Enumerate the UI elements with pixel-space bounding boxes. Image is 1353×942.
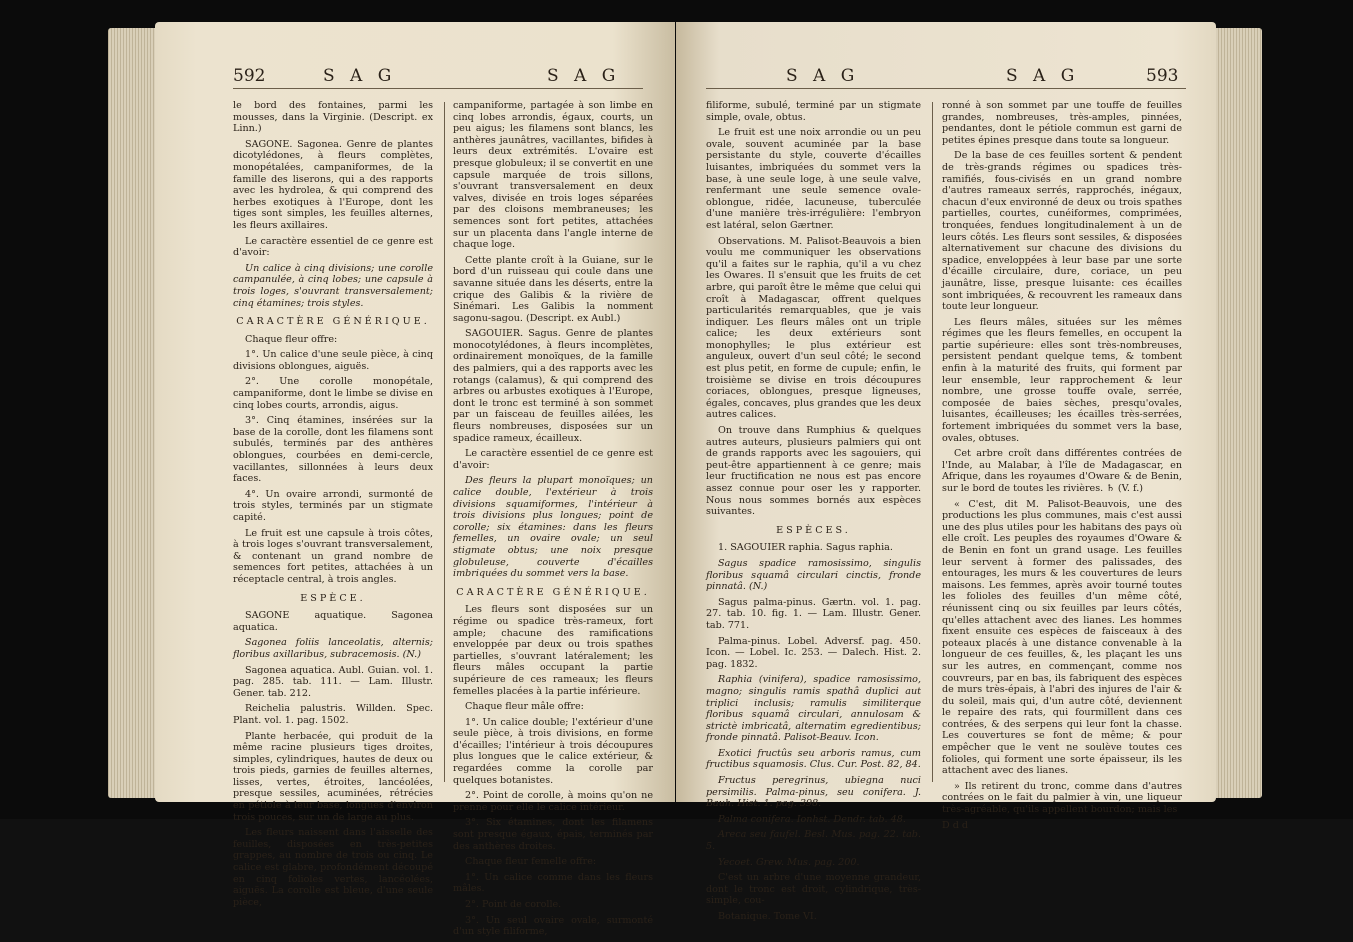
left-page xyxy=(155,22,675,938)
paragraph: Un calice à cinq divisions; une corolle campanulée, à cinq lobes; une capsule à trois loges, s'ouvrant transversalement; cinq étamines; trois styles. xyxy=(233,262,433,309)
paragraph: filiforme, subulé, terminé par un stigmate simple, ovale, obtus. xyxy=(706,100,921,123)
paragraph: SAGONE aquatique. Sagonea aquatica. xyxy=(233,610,433,633)
running-head-col2: S A G xyxy=(547,66,621,86)
text-column xyxy=(233,100,433,912)
paragraph: Des fleurs la plupart monoïques; un calice double, l'extérieur à trois divisions squamiformes, l'intérieur à trois divisions plus longues; point de corolle; six étamines: dans les fleurs femelles, un ovaire ovale; un seul stigmate obtus; une noix presque globuleuse, couverte d'écailles imbriquées du sommet vers la base. xyxy=(453,475,653,580)
page-number: 593 xyxy=(1146,66,1179,86)
paragraph: « C'est, dit M. Palisot-Beauvois, une des productions les plus communes, mais c'est aussi une des plus utiles pour les habitans des pays où elle croît. Les peuples des royaumes d'Oware & de Benin en font un grand usage. Les feuilles leur servent à former des palissades, des entourages, les murs & les couvertures de leurs maisons. Les femmes, après avoir tourné toutes les folioles des feuilles d'un même côté, réunissent cinq ou six feuilles par leurs côtés, qu'elles attachent avec des lianes. Les hommes fixent ensuite ces espèces de faisceaux à des poteaux placés à une distance convenable à la longueur de ces feuilles, &, les plaçant les uns sur les autres, en commençant, comme nos couvreurs, par en bas, ils fabriquent des espèces de murs très-épais, à l'abri des injures de l'air & du soleil, mais qui, d'un autre côté, deviennent le repaire des rats, qui fourmillent dans ces contrées, & des serpens qui leur font la chasse. Les couvertures se font de même; & pour empêcher que le vent ne soulève toutes ces folioles, qui forment une sorte épaisseur, ils les attachent avec des lianes. xyxy=(942,498,1182,777)
column-divider xyxy=(444,102,445,782)
paragraph: » Ils retirent du tronc, comme dans d'autres contrées on le fait du palmier à vin, une liqueur très-agréable, qu'ils appellent bourdon; mais les xyxy=(942,780,1182,816)
paragraph: Le caractère essentiel de ce genre est d'avoir: xyxy=(453,448,653,471)
right-page xyxy=(676,22,1216,922)
paragraph: Le fruit est une noix arrondie ou un peu ovale, souvent acuminée par la base persistante du style, couverte d'écailles luisantes, imbriquées du sommet vers la base, à une seule loge, à une seule valve, renfermant une seule semence ovale-oblongue, ridée, lacuneuse, tuberculée d'une manière très-irrégulière: l'embryon est latéral, selon Gærtner. xyxy=(706,127,921,231)
paragraph: 1. SAGOUIER raphia. Sagus raphia. xyxy=(718,542,893,554)
paragraph: Sagonea foliis lanceolatis, alternis; floribus axillaribus, subracemosis. (N.) xyxy=(233,637,433,660)
paragraph: Plante herbacée, qui produit de la même racine plusieurs tiges droites, simples, cylindriques, hautes de deux ou trois pieds, garnies de feuilles alternes, lisses, vertes, étroites, lancéolées, presque sessiles, acuminées, rétrécies en pétiole à leur base, longues d'environ trois pouces, sur un de large au plus. xyxy=(233,730,433,823)
paragraph: Cet arbre croît dans différentes contrées de l'Inde, au Malabar, à l'île de Madagascar, en Afrique, dans les royaumes d'Oware & de Benin, sur le bord de toutes les rivières. ♄ (V. f.) xyxy=(942,448,1182,494)
paragraph: Les fleurs naissent dans l'aisselle des feuilles, disposées en très-petites grappes, au nombre de trois ou cinq. Le calice est glabre, profondément découpé en cinq folioles vertes, lancéolées, aiguës. La corolle est bleue, d'une seule pièce, xyxy=(233,827,433,908)
paragraph: Chaque fleur offre: xyxy=(245,333,338,345)
paragraph: campaniforme, partagée à son limbe en cinq lobes arrondis, égaux, courts, un peu aigus; les filamens sont blancs, les anthères jaunâtres, vacillantes, bifides à leurs deux extrémités. L'ovaire est presque globuleux; il se convertit en une capsule marquée de trois sillons, s'ouvrant transversalement en deux valves, divisée en trois loges séparées par des cloisons membraneuses; les semences sont fort petites, attachées sur un placenta dans l'angle interne de chaque loge. xyxy=(453,100,653,251)
paragraph: Yecoet. Grew. Mus. pag. 200. xyxy=(718,856,860,868)
paragraph: 2°. Point de corolle. xyxy=(465,899,562,910)
paragraph: Reichelia palustris. Willden. Spec. Plant. vol. 1. pag. 1502. xyxy=(233,703,433,726)
text-column xyxy=(706,100,921,927)
paragraph: Sagonea aquatica. Aubl. Guian. vol. 1. pag. 285. tab. 111. — Lam. Illustr. Gener. tab. 212. xyxy=(233,664,433,699)
paragraph: SAGONE. Sagonea. Genre de plantes dicotylédones, à fleurs complètes, monopétalées, campaniformes, de la famille des liserons, qui a des rapports avec les hydrolea, & qui comprend des herbes exotiques à l'Europe, dont les tiges sont simples, les feuilles alternes, les fleurs axillaires. xyxy=(233,138,433,231)
running-head: S A G xyxy=(323,66,397,86)
paragraph: Les fleurs mâles, situées sur les mêmes régimes que les fleurs femelles, en occupent la partie supérieure: elles sont très-nombreuses, persistent pendant quelque tems, & tombent enfin à la maturité des fruits, qui forment par leur ensemble, leur rapprochement & leur nombre, une grosse touffe ovale, serrée, composée de baies sèches, presqu'ovales, luisantes, écailleuses; les écailles très-serrées, fortement imbriquées du sommet vers la base, ovales, obtuses. xyxy=(942,316,1182,444)
header-rule xyxy=(233,88,643,89)
section-heading: CARACTÈRE GÉNÉRIQUE. xyxy=(456,586,650,598)
paragraph: On trouve dans Rumphius & quelques autres auteurs, plusieurs palmiers qui ont de grands rapports avec les sagouiers, qui peut-être appartiennent à ce genre; mais leur fructification ne nous est pas encore assez connue pour oser les y rapporter. Nous nous sommes bornés aux espèces suivantes. xyxy=(706,425,921,518)
paragraph: Chaque fleur mâle offre: xyxy=(465,701,584,713)
text-column xyxy=(453,100,653,942)
paragraph: ronné à son sommet par une touffe de feuilles grandes, nombreuses, très-amples, pinnées, pendantes, dont le pétiole commun est garni de petites épines presque dans toute sa longueur. xyxy=(942,100,1182,146)
running-head: S A G xyxy=(786,66,860,86)
running-head-col2: S A G xyxy=(1006,66,1080,86)
paragraph: D d d xyxy=(942,819,969,831)
paragraph: 1°. Un calice d'une seule pièce, à cinq divisions oblongues, aiguës. xyxy=(233,349,433,372)
paragraph: De la base de ces feuilles sortent & pendent de très-grands régimes ou spadices très-ramifiés, fous-civisés en un grand nombre d'autres rameaux serrés, rapprochés, inégaux, chacun d'eux environné de deux ou trois spathes partielles, courtes, cunéiformes, comprimées, tronquées, fendues longitudinalement à un de leurs côtés. Les fleurs sont sessiles, & disposées alternativement sur chacune des divisions du spadice, enveloppées à leur base par une sorte d'écaille circulaire, dure, coriace, un peu jaunâtre, lisse, presque luisante: ces écailles sont imbriquées, & recouvrent les rameaux dans toute leur longueur. xyxy=(942,150,1182,313)
paragraph: Palma-pinus. Lobel. Adversf. pag. 450. Icon. — Lobel. Ic. 253. — Dalech. Hist. 2. pag. 1832. xyxy=(706,635,921,670)
paragraph: C'est un arbre d'une moyenne grandeur, dont le tronc est droit, cylindrique, très-simple, cou- xyxy=(706,872,921,907)
paragraph: Sagus palma-pinus. Gærtn. vol. 1. pag. 27. tab. 10. fig. 1. — Lam. Illustr. Gener. tab. 771. xyxy=(706,596,921,631)
paragraph: Le caractère essentiel de ce genre est d'avoir: xyxy=(233,235,433,259)
column-divider xyxy=(932,102,933,782)
paragraph: Cette plante croît à la Guiane, sur le bord d'un ruisseau qui coule dans une savanne située dans les déserts, entre la crique des Galibis & la rivière de Sinémari. Les Galibis la nomment sagonu-sagou. (Descript. ex Aubl.) xyxy=(453,254,653,324)
paragraph: Raphia (vinifera), spadice ramosissimo, magno; singulis ramis spathâ duplici aut triplici inclusis; ramulis similiterque floribus squamâ circulari, annulosam & strictè imbricatâ, alternatim egredientibus; fronde pinnatâ. Palisot-Beauv. Icon. xyxy=(706,674,921,744)
paragraph: 4°. Un ovaire arrondi, surmonté de trois styles, terminés par un stigmate capité. xyxy=(233,488,433,523)
paragraph: 2°. Point de corolle, à moins qu'on ne prenne pour elle le calice intérieur. xyxy=(453,790,653,813)
paragraph: Les fleurs sont disposées sur un régime ou spadice très-rameux, fort ample; chacune des ramifications enveloppée par deux ou trois spathes partielles, s'ouvrant latéralement; les fleurs mâles occupant la partie supérieure de ces rameaux; les fleurs femelles placées à la partie inférieure. xyxy=(453,604,653,697)
paragraph: 1°. Un calice comme dans les fleurs mâles. xyxy=(453,871,653,895)
section-heading: ESPÈCES. xyxy=(776,524,851,536)
paragraph: Botanique. Tome VI. xyxy=(718,911,817,922)
paragraph: Observations. M. Palisot-Beauvois a bien voulu me communiquer les observations qu'il a faites sur le raphia, qu'il a vu chez les Owares. Il s'ensuit que les fruits de cet arbre, qui paroît être le même que celui qui croît à Madagascar, offrent quelques particularités remarquables, que je vais indiquer. Les fleurs mâles ont un triple calice; les deux extérieurs sont monophylles; le plus extérieur est anguleux, ouvert d'un seul côté; le second est plus petit, en forme de cupule; enfin, le troisième se divise en trois découpures coriaces, oblongues, presque ligneuses, égales, concaves, plus grandes que les deux autres calices. xyxy=(706,235,921,421)
paragraph: Fructus peregrinus, ubiegna nuci persimilis. Palma-pinus, seu conifera. J. Bauh. Hist. 1. pag. 398. xyxy=(706,775,921,810)
paragraph: Sagus spadice ramosissimo, singulis floribus squamâ circulari cinctis, frondе pinnatâ. (N.) xyxy=(706,557,921,593)
page-edges-left xyxy=(108,28,156,798)
section-heading: ESPÈCE. xyxy=(300,592,366,604)
page-edges-right xyxy=(1216,28,1262,798)
paragraph: 3°. Six étamines, dont les filamens sont presque égaux, épais, terminés par des anthères droites. xyxy=(453,817,653,852)
paragraph: 3°. Un seul ovaire ovale, surmonté d'un style filiforme, xyxy=(453,914,653,938)
paragraph: SAGOUIER. Sagus. Genre de plantes monocotylédones, à fleurs incomplètes, ordinairement monoïques, de la famille des palmiers, qui a des rapports avec les rotangs (calamus), & qui comprend des arbres ou arbustes exotiques à l'Europe, dont le tronc est terminé à son sommet par un faisceau de feuilles ailées, les fleurs nombreuses, disposées sur un spadice rameux, écailleux. xyxy=(453,328,653,444)
paragraph: le bord des fontaines, parmi les mousses, dans la Virginie. (Descript. ex Linn.) xyxy=(233,100,433,135)
text-column xyxy=(942,100,1182,835)
paragraph: 1°. Un calice double; l'extérieur d'une seule pièce, à trois divisions, en forme d'écailles; l'intérieur à trois découpures plus longues que le calice extérieur, & regardées comme la corolle par quelques botanistes. xyxy=(453,716,653,786)
header-rule xyxy=(706,88,1186,89)
paragraph: 2°. Une corolle monopétale, campaniforme, dont le limbe se divise en cinq lobes courts, arrondis, aigus. xyxy=(233,376,433,411)
paragraph: Areca seu faufel. Besl. Mus. pag. 22. tab. 5. xyxy=(706,829,921,853)
page-number: 592 xyxy=(233,66,266,86)
paragraph: Palma conifera. Ionhst. Dendr. tab. 48. xyxy=(718,813,906,825)
paragraph: Exotici fructûs seu arboris ramus, cum fructibus squamosis. Clus. Cur. Post. 82, 84. xyxy=(706,747,921,771)
paragraph: Chaque fleur femelle offre: xyxy=(465,856,597,868)
paragraph: Le fruit est une capsule à trois côtes, à trois loges s'ouvrant transversalement, & contenant un grand nombre de semences fort petites, attachées à un réceptacle central, à trois angles. xyxy=(233,527,433,585)
section-heading: CARACTÈRE GÉNÉRIQUE. xyxy=(236,316,430,328)
paragraph: 3°. Cinq étamines, insérées sur la base de la corolle, dont les filamens sont subulés, terminés par des anthères oblongues, courbées en demi-cercle, vacillantes, sillonnées à leurs deux faces. xyxy=(233,415,433,485)
